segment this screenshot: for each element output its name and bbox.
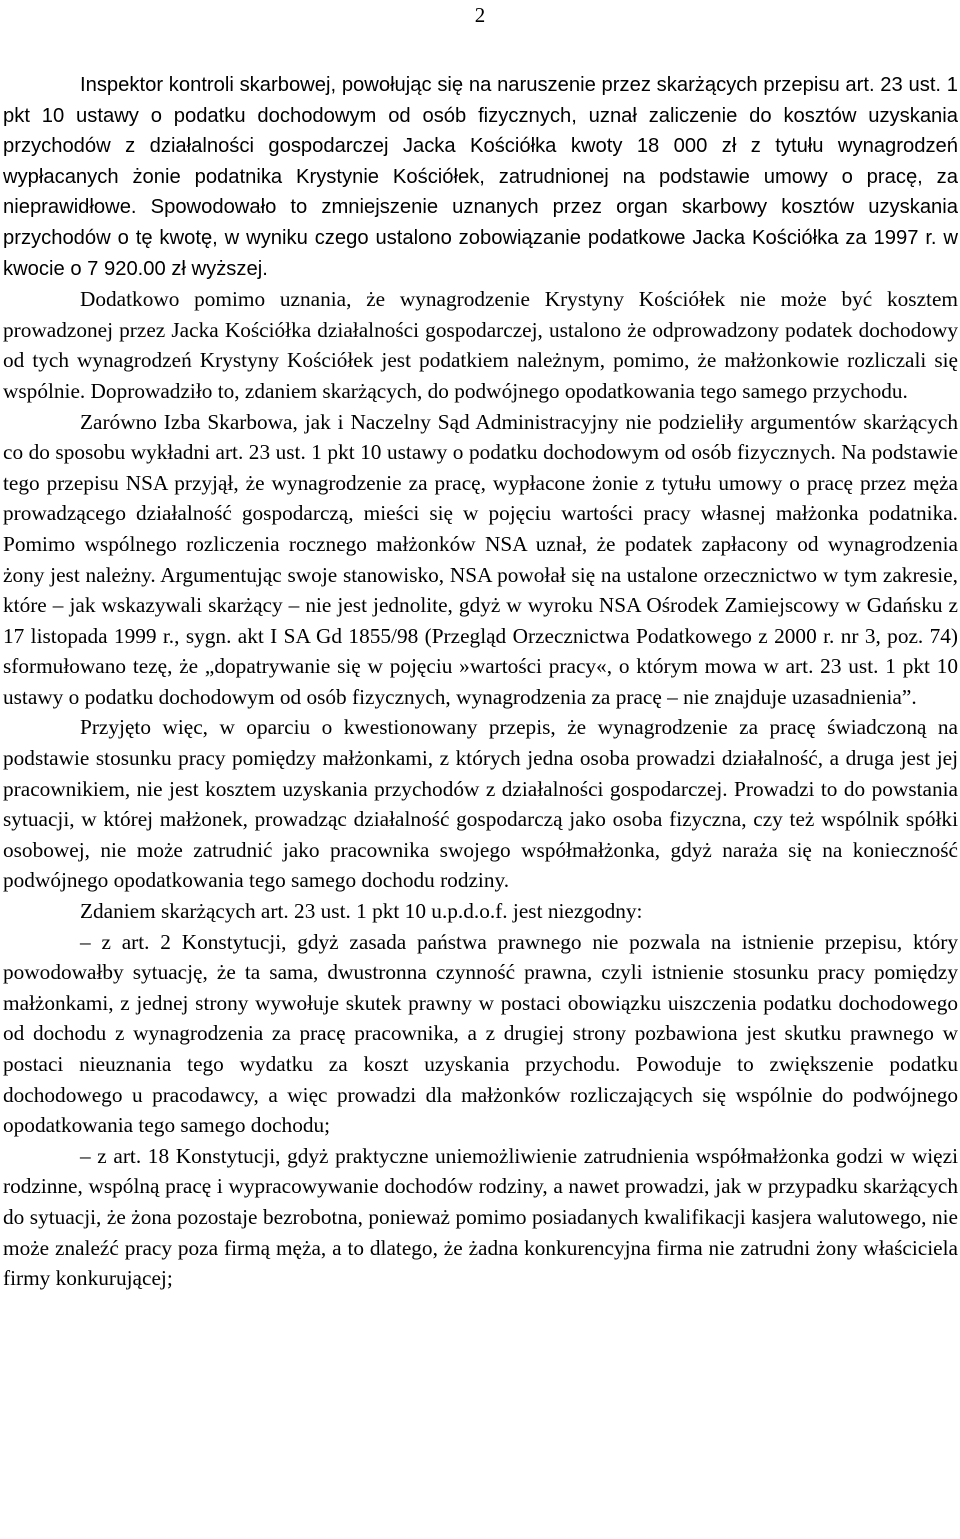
page-number: 2 — [474, 3, 486, 27]
paragraph-art-2: – z art. 2 Konstytucji, gdyż zasada państwa prawnego nie pozwala na istnienie przepisu, który powodowałby sytuację, że ta sama, dwustronna czynność prawna, czyli istnienie stosunku pracy pomiędzy małżonkami, z jednej strony wywołuje skutek prawny w postaci obowiązku uiszczenia podatku dochodowego od dochodu z wynagrodzenia za pracę pracownika, a z drugiej strony pozbawiona jest skutku prawnego w postaci nieuznania tego wydatku za koszt uzyskania przychodu. Powoduje to zwiększenie podatku dochodowego u pracodawcy, a więc prowadzi dla małżonków rozliczających się wspólnie do podwójnego opodatkowania tego samego dochodu; — [3, 929, 958, 1138]
paragraph-art-18: – z art. 18 Konstytucji, gdyż praktyczne uniemożliwienie zatrudnienia współmałżonka godzi w więzi rodzinne, wspólną pracę i wypracowywanie dochodów rodziny, a nawet prowadzi, jak w przypadku skarżących do sytuacji, że żona pozostaje bezrobotna, ponieważ pomimo posiadanych kwalifikacji kasjera walutowego, nie może znaleźć pracy poza firmą męża, a to dlatego, że żadna konkurencyjna firma nie zatrudni żony właściciela firmy konkurującej; — [3, 1143, 958, 1291]
paragraph-inspection: Inspektor kontroli skarbowej, powołując się na naruszenie przez skarżących przepisu art. 23 ust. 1 pkt 10 ustawy o podatku dochodowym od osób fizycznych, uznał zaliczenie do kosztów uzyskania przychodów z działalności gospodarczej Jacka Kościółka kwoty 18 000 zł z tytułu wynagrodzeń wypłacanych żonie podatnika Krystynie Kościółek, zatrudnionej na podstawie umowy o pracę, za nieprawidłowe. Spowodowało to zmniejszenie uznanych przez organ skarbowy kosztów uzyskania przychodów o tę kwotę, w wyniku czego ustalono zobowiązanie podatkowe Jacka Kościółka za 1997 r. w kwocie o 7 920.00 zł wyższej. — [3, 74, 958, 280]
paragraph-additional: Dodatkowo pomimo uznania, że wynagrodzenie Krystyny Kościółek nie może być kosztem prowadzonej przez Jacka Kościółka działalności gospodarczej, ustalono że odprowadzony podatek dochodowy od tych wynagrodzeń Krystyny Kościółek jest podatkiem należnym, pomimo, że małżonkowie rozliczali się wspólnie. Doprowadziło to, zdaniem skarżących, do podwójnego opodatkowania tego samego przychodu. — [3, 287, 958, 403]
paragraph-nsa: Zarówno Izba Skarbowa, jak i Naczelny Sąd Administracyjny nie podzieliły argumentów skarżących co do sposobu wykładni art. 23 ust. 1 pkt 10 ustawy o podatku dochodowym od osób fizycznych. Na podstawie tego przepisu NSA przyjął, że wynagrodzenie za pracę, wypłacone żonie z tytułu umowy o pracę przez męża prowadzącego działalność gospodarczą, mieści się w pojęciu wartości pracy własnej małżonka podatnika. Pomimo wspólnego rozliczenia rocznego małżonków NSA uznał, że podatek zapłacony od wynagrodzenia żony jest należny. Argumentując swoje stanowisko, NSA powołał się na ustalone orzecznictwo w tym zakresie, które – jak wskazywali skarżący – nie jest jednolite, gdyż w wyroku NSA Ośrodek Zamiejscowy w Gdańsku z 17 listopada 1999 r., sygn. akt I SA Gd 1855/98 (Przegląd Orzecznictwa Podatkowego z 2000 r. nr 3, poz. 74) sformułowano tezę, że „dopatrywanie się w pojęciu »wartości pracy«, o którym mowa w art. 23 ust. 1 pkt 10 ustawy o podatku dochodowym od osób fizycznych, wynagrodzenia za pracę – nie znajduje uzasadnienia”. — [3, 409, 958, 709]
document-body — [3, 70, 958, 1294]
paragraph-claim-intro: Zdaniem skarżących art. 23 ust. 1 pkt 10 u.p.d.o.f. jest niezgodny: — [80, 899, 643, 924]
paragraph-conclusion: Przyjęto więc, w oparciu o kwestionowany przepis, że wynagrodzenie za pracę świadczoną na podstawie stosunku pracy pomiędzy małżonkami, z których jedna osoba prowadzi działalność, a druga jest jej pracownikiem, nie jest kosztem uzyskania przychodów z działalności gospodarczej. Prowadzi to do powstania sytuacji, w której małżonek, prowadząc działalność gospodarczą jako osoba fizyczna, czy też wspólnik spółki osobowej, nie może zatrudnić jako pracownika swojego współmałżonka, gdyż naraża się na konieczność podwójnego opodatkowania tego samego dochodu rodziny. — [3, 715, 958, 893]
